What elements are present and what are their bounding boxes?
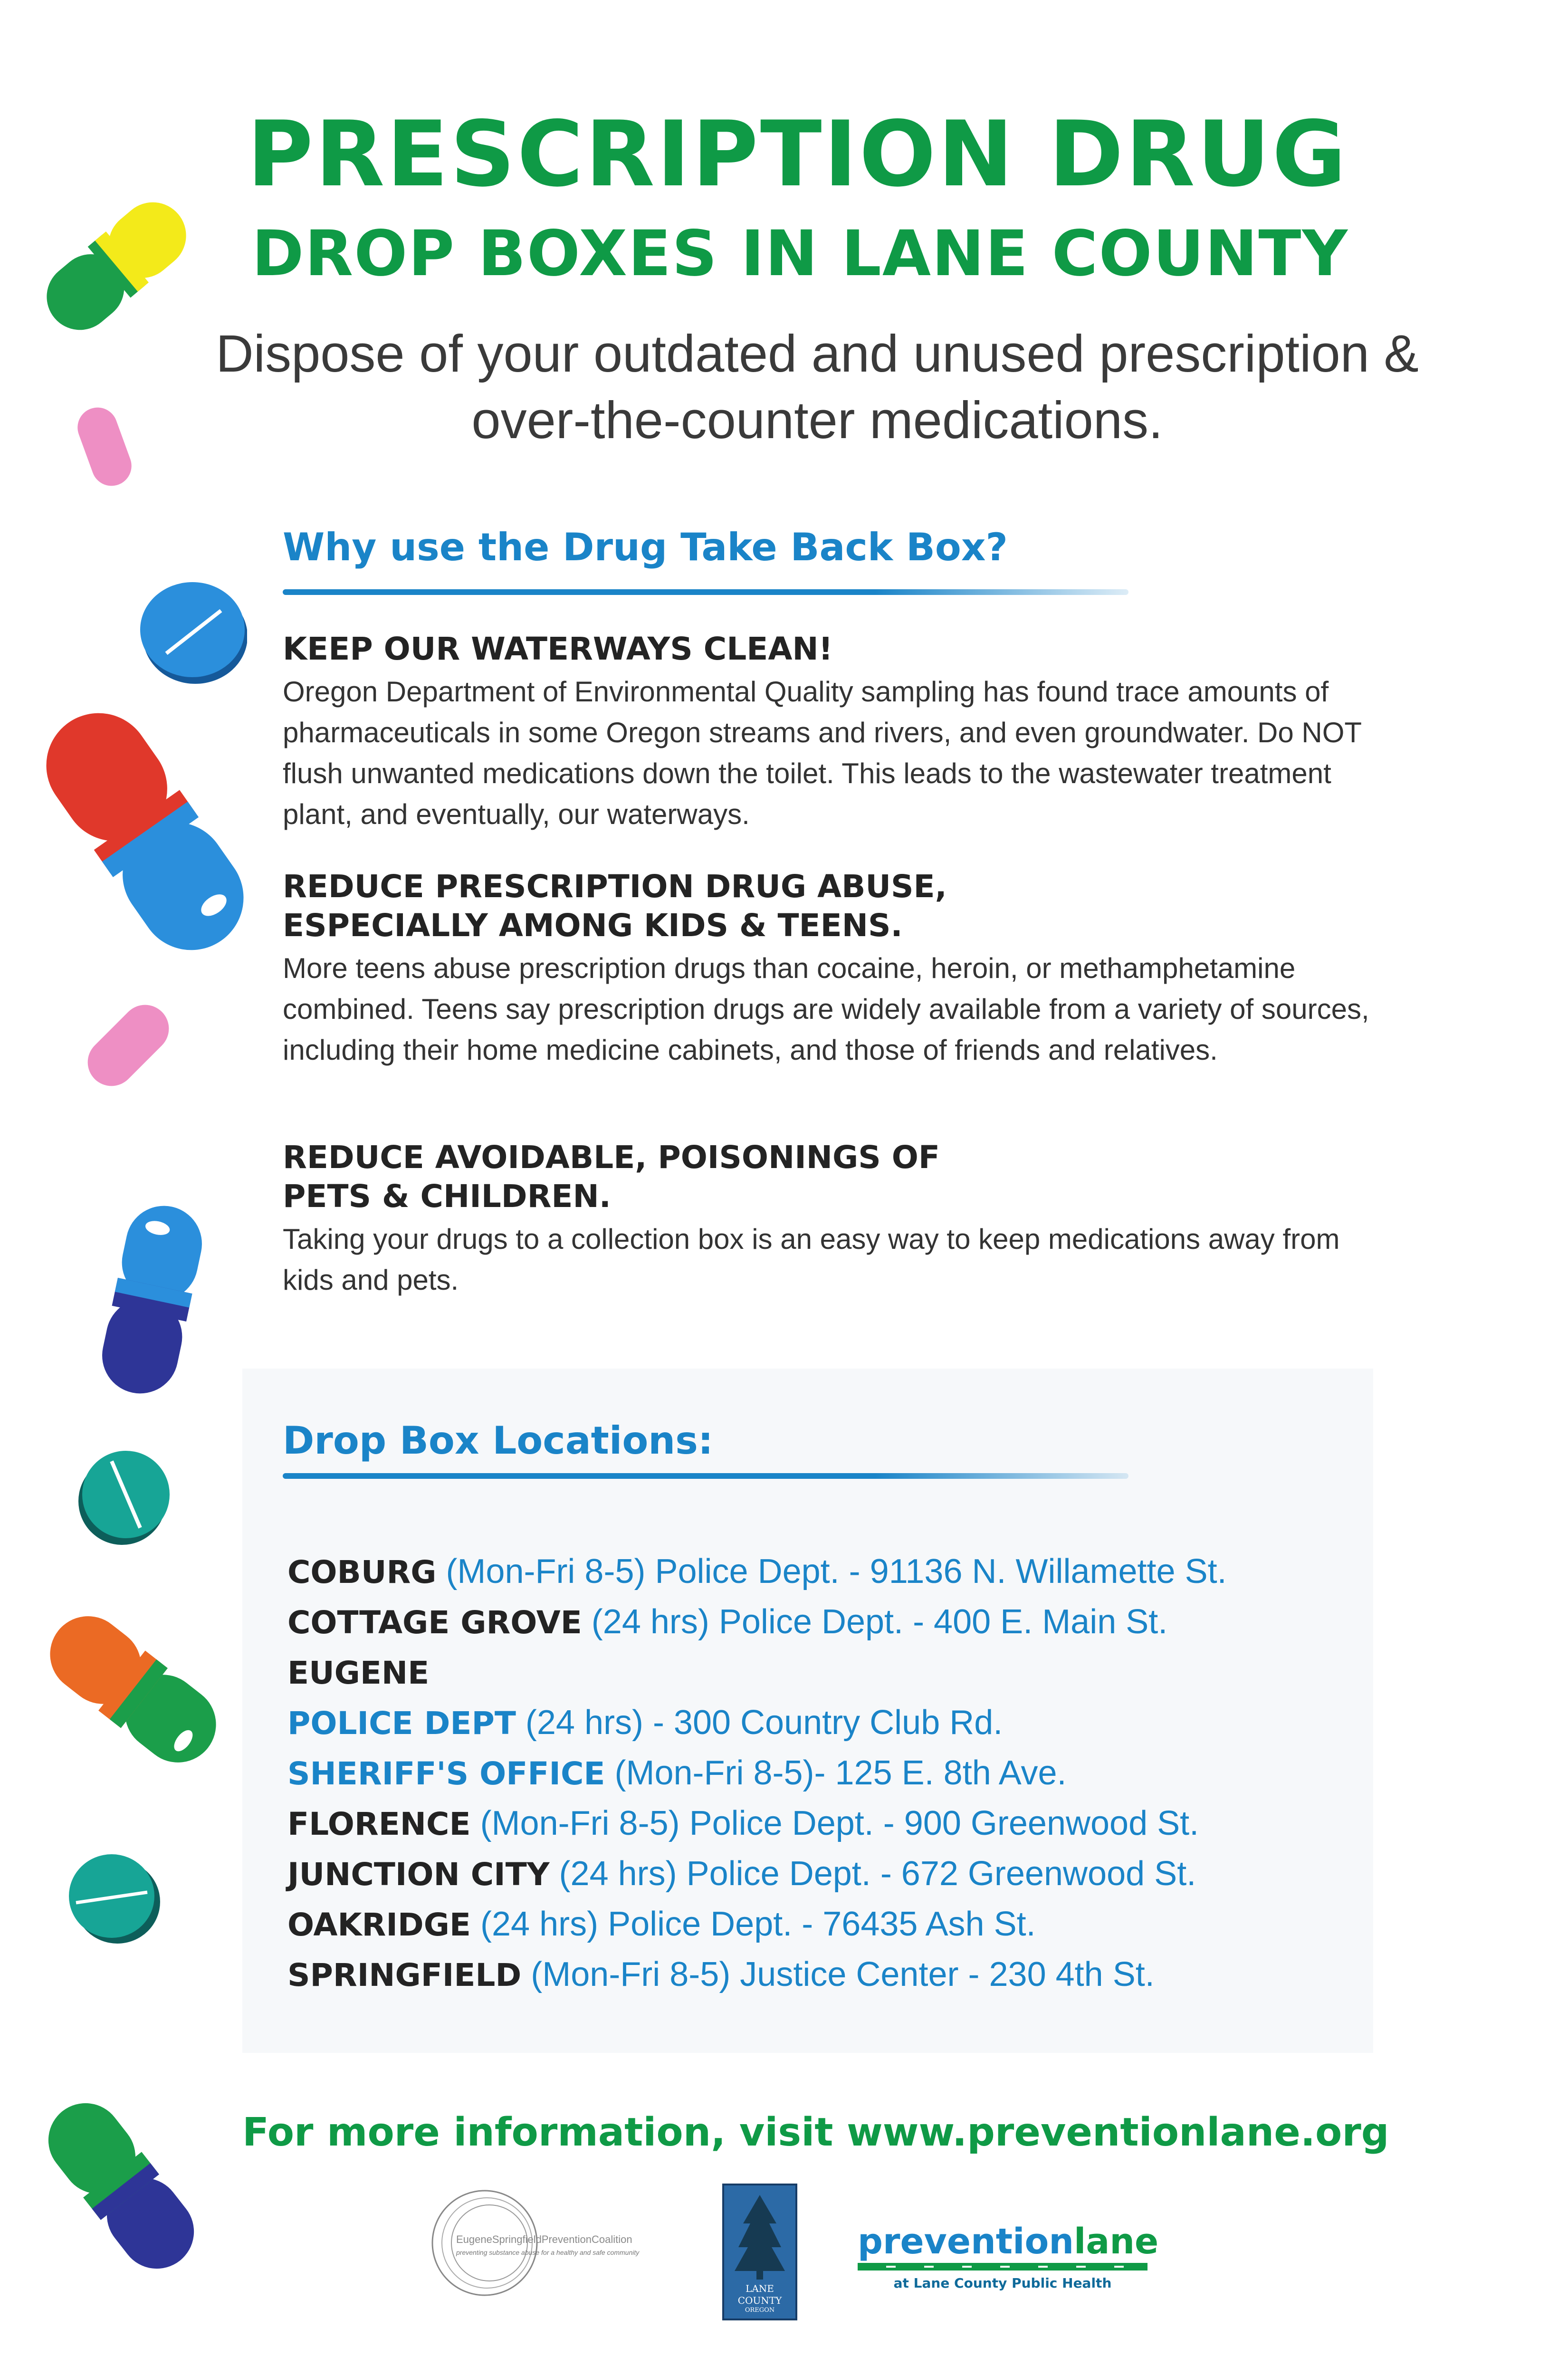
list-item: JUNCTION CITY (24 hrs) Police Dept. - 672 Greenwood St.	[287, 1855, 1196, 1893]
capsule-green-indigo-icon	[33, 2088, 209, 2283]
lane-county-logo	[722, 2184, 797, 2320]
tree-icon	[724, 2190, 795, 2280]
prevention-lane-logo	[858, 2221, 1162, 2305]
tablet-teal-icon	[69, 1854, 160, 1944]
more-info-link[interactable]: For more information, visit www.preventionlane.org	[242, 2110, 1389, 2155]
page-title: PRESCRIPTION DRUG	[247, 102, 1348, 207]
reason-title: REDUCE PRESCRIPTION DRUG ABUSE,	[283, 868, 947, 905]
capsule-red-blue-icon	[26, 693, 247, 971]
reason-drug-abuse	[283, 867, 1395, 1071]
coalition-logo	[428, 2186, 694, 2300]
capsule-orange-green-icon	[35, 1601, 231, 1778]
list-item: POLICE DEPT (24 hrs) - 300 Country Club Rd.	[287, 1704, 1003, 1742]
tablet-teal-icon	[78, 1451, 170, 1545]
reason-body: Oregon Department of Environmental Quality sampling has found trace amounts of pharmaceuticals in some Oregon streams and rivers, and even groundwater. Do NOT flush unwanted medications down the toilet. This leads to the wastewater treatment plant, and eventually, our waterways.	[283, 676, 1361, 830]
lane-county-label-1: LANE	[746, 2283, 774, 2294]
pill-pink-icon	[72, 402, 137, 491]
list-item: SHERIFF'S OFFICE (Mon-Fri 8-5)- 125 E. 8th Ave.	[287, 1754, 1067, 1792]
capsule-blue-indigo-icon	[95, 1199, 209, 1401]
capsule-yellow-green-icon	[33, 189, 200, 344]
coalition-name: EugeneSpringfieldPreventionCoalition	[456, 2233, 632, 2245]
heading-underline	[283, 1473, 1128, 1479]
reason-body: Taking your drugs to a collection box is an easy way to keep medications away from kids and pets.	[283, 1223, 1340, 1296]
list-item: FLORENCE (Mon-Fri 8-5) Police Dept. - 900 Greenwood St.	[287, 1804, 1199, 1842]
lane-county-label-2: COUNTY	[737, 2295, 782, 2306]
intro-text: Dispose of your outdated and unused prescription & over-the-counter medications.	[216, 325, 1419, 450]
locations-list	[287, 1547, 1227, 2000]
prevention-lane-wordmark: preventionlane	[858, 2221, 1159, 2262]
reason-poisonings	[283, 1138, 1395, 1301]
reason-title: KEEP OUR WATERWAYS CLEAN!	[283, 631, 833, 667]
heading-underline	[283, 589, 1128, 595]
tablet-blue-icon	[140, 582, 247, 684]
why-heading: Why use the Drug Take Back Box?	[283, 525, 1008, 569]
list-item: SPRINGFIELD (Mon-Fri 8-5) Justice Center - 230 4th St.	[287, 1955, 1155, 1993]
list-item: COBURG (Mon-Fri 8-5) Police Dept. - 91136 N. Willamette St.	[287, 1552, 1227, 1590]
coalition-tagline: preventing substance abuse for a healthy and safe community	[456, 2249, 640, 2256]
list-item: EUGENE	[287, 1655, 430, 1691]
pill-pink-icon	[78, 995, 179, 1096]
list-item: OAKRIDGE (24 hrs) Police Dept. - 76435 Ash St.	[287, 1905, 1036, 1943]
prevention-lane-subtitle: at Lane County Public Health	[893, 2275, 1112, 2291]
locations-heading: Drop Box Locations:	[283, 1418, 713, 1463]
reason-body: More teens abuse prescription drugs than cocaine, heroin, or methamphetamine combined. Teens say prescription drugs are widely available from a variety of sources, including their home medicine cabinets, and those of friends and relatives.	[283, 952, 1369, 1066]
lane-county-label-3: OREGON	[745, 2307, 775, 2314]
road-stripe	[858, 2263, 1147, 2271]
reason-title: PETS & CHILDREN.	[283, 1178, 611, 1215]
page-subtitle-heading: DROP BOXES IN LANE COUNTY	[252, 217, 1348, 290]
reason-title: REDUCE AVOIDABLE, POISONINGS OF	[283, 1139, 940, 1176]
list-item: COTTAGE GROVE (24 hrs) Police Dept. - 400 E. Main St.	[287, 1603, 1168, 1641]
reason-waterways	[283, 630, 1395, 835]
reason-title: ESPECIALLY AMONG KIDS & TEENS.	[283, 907, 903, 944]
